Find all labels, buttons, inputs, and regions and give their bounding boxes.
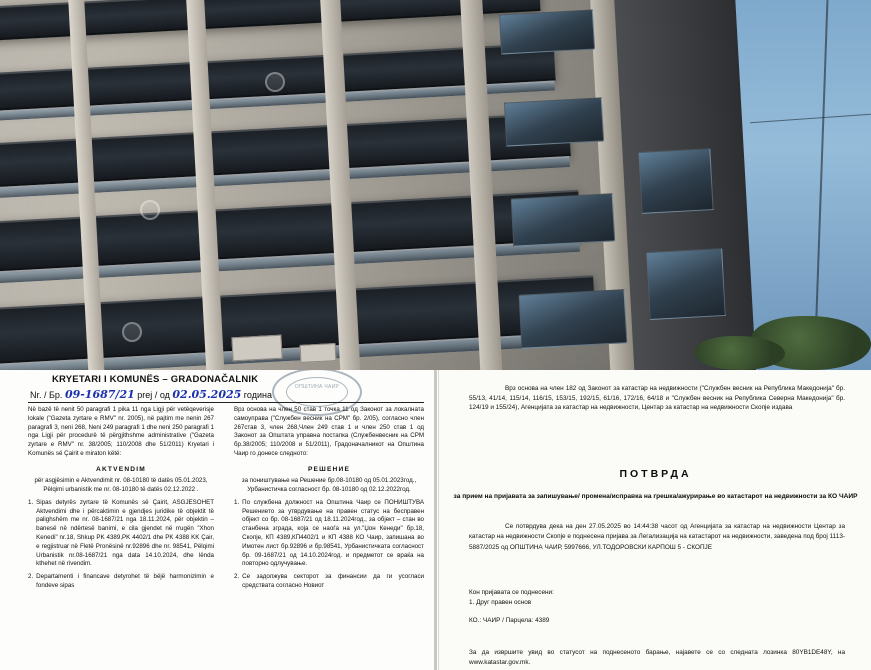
ceiling-light-icon (140, 200, 160, 220)
al-list-item (28, 499, 214, 569)
al-item-number: 1. (28, 498, 34, 506)
document-potvrda (438, 370, 871, 670)
window-pane (646, 248, 726, 320)
mk-item-number: 1. (234, 498, 240, 506)
document-separator (434, 370, 437, 670)
window-pane (638, 148, 713, 214)
al-list-item (28, 573, 214, 591)
al-act-title: AKTVENDIM (96, 465, 146, 473)
document-aktvendim-resenie (0, 370, 434, 670)
doc-left-header: KRYETARI I KOMUNËS – GRADONAČALNIK (52, 374, 259, 385)
nr-handwritten-value: 09-1687/21 (64, 388, 135, 401)
window-pane (511, 193, 615, 246)
mk-item-number: 2. (234, 573, 240, 581)
mk-act-subtitle: за поништување на Решение бр.08-10180 од 05.01.2023год., Урбанистичка согласност бр. 08-10180 од 02.12.2022год. (241, 477, 417, 493)
potvrda-subtitle: за прием на пријавата за запишување/ промена/исправка на грешка/ажурирање во катастарот на недвижности за КО ЧАИР (453, 493, 858, 500)
al-item-text: Sipas detyrës zyrtare të Komunës së Çairit, ASGJESOHET Aktvendimi dhe i përcaktimin e gjendjes juridike të objektit të palighshëm me nr. 08-1687/21 nga 18.11.2024, për objektin – banesë në ndërtesë banimi, e cila gjendet në rrugën "Xhon Kenedi" nr.18, Shkup PK 4389,PK 4402/1 dhe PK 4388 KK Çair, e regjistruar në Fletë Pronësinë nr.92896 dhe nr. 98541, Pëlqimi Urbanistik nr.08-1687/21 nga data 14.10.2024, dhe lënda kthehet në rivendim. (36, 498, 214, 568)
doc-left-number-line (30, 388, 272, 401)
ceiling-light-icon (265, 72, 285, 92)
air-conditioner-unit (231, 335, 282, 362)
documents-strip (0, 370, 871, 670)
prej-label: prej / (137, 390, 158, 400)
ceiling-light-icon (122, 322, 142, 342)
potvrda-footer-note: За да извршите увид во статусот на поднесеното барање, најавете се со следната лозинка 80YB1DE48Y, на www.katastar.gov.mk. (469, 649, 845, 666)
potvrda-legal-basis: Врз основа на член 182 од Законот за катастар на недвижности ("Службен весник на Република Македонија" бр. 55/13, 41/14, 115/14, 116/15, 153/15, 192/15, 61/16, 172/16, 64/18 и "Службен весник на Република Северна Македонија" бр. 124/19 и 155/24), Агенцијата за катастар на недвижности, Центар за катастар на недвижности Скопје издава (469, 385, 845, 412)
year-label: година (243, 390, 272, 400)
doc-left-column-albanian (28, 406, 214, 591)
mk-act-title: РЕШЕНИЕ (307, 465, 351, 473)
air-conditioner-unit (300, 343, 337, 363)
al-intro-paragraph: Në bazë të nenit 50 paragrafi 1 pika 11 nga Ligji për vetëqeverisje lokale ("Gazeta zyrtare e RMV" nr. 2005), në pajtim me nenin 267 paragrafi 3, neni 268, Neni 249 paragrafi 1 dhe neni 250 paragrafi 1 nga Ligji për procedurë të përgjithshme administrative ("Gazeta zyrtare e RMV" nr. 38/2005; 110/2008 dhe 51/2011) Kryetari i Komunës së Çairit e miraton këtë: (28, 406, 214, 457)
od-label: од (159, 390, 170, 400)
mk-intro-paragraph: Врз основа на член 50 став 1 точка 11 од Законот за локалната самоуправа ("Службен весник на СРМ" бр. 2/05), согласно член 267став 3, член 268,Член 249 став 1 и член 250 став 1 од Законот за Општата управна постапка (Службенвесник на СРМ бр.38/2005; 110/2008 и 51/2011), Градоначалникот на Општина Чаир го донесе следното: (234, 406, 424, 457)
potvrda-signers-label: Кон пријавата се поднесени: (469, 589, 554, 596)
window-pane (504, 97, 604, 146)
al-item-number: 2. (28, 573, 34, 581)
nr-label: Nr. / Бр. (30, 390, 63, 400)
window-pane (499, 9, 595, 54)
al-act-subtitle: për asgjësimin e Aktvendimit nr. 08-10180 të datës 05.01.2023, Pëlqimi urbanistik me nr. 08-10180 të datës 02.12.2022 . (34, 477, 208, 493)
mk-list-item (234, 573, 424, 591)
potvrda-body: Се потврдува дека на ден 27.05.2025 во 14:44:38 часот од Агенцијата за катастар на недвижности Центар за катастар на недвижности Скопје е поднесена пријава за Легализација на катастарот на недвижности, заведена под број 1113-5887/2025 од ОПШТИНА ЧАИР, 5997666, УЛ.ТОДОРОВСКИ КАРПОШ 5 - СКОПЈЕ (469, 523, 845, 551)
potvrda-signer-item: 1. Друг правен основ (469, 599, 532, 606)
window-pane (519, 289, 628, 349)
mk-item-text: Се задолжува секторот за финансии да ги усогласи средствата согласно Новиот (242, 573, 424, 589)
potvrda-title: ПОТВРДА (619, 468, 692, 480)
al-item-text: Departamenti i financave detyrohet të bëjë harmonizimin e fondeve sipas (36, 573, 214, 589)
mk-list-item (234, 499, 424, 569)
stamp-text: ОПШТИНА ЧАИР (294, 384, 340, 390)
tree (695, 336, 785, 370)
doc-left-column-macedonian (234, 406, 424, 591)
potvrda-parcel-line: КО.: ЧАИР / Парцела: 4389 (469, 617, 550, 624)
date-handwritten-value: 02.05.2025 (172, 388, 242, 401)
mk-item-text: По службена должност на Општина Чаир се ПОНИШТУВА Решението за утврдување на правен статус на бесправен објект со бр. 08-1687/21 од 18.11.2024год., за објект – стан во станбена зграда, која се наоѓа на ул."Џон Кенеди" бр.18, Скопје, КП 4389,КП4402/1 и КП 4388 КО Чаир, запишана во Имотен лист бр.92896 и бр.98541, Урбанистичката согласност бр. 09-1687/21 од 14.10.2024год. и предметот се враќа на повторно одлучување. (242, 498, 424, 568)
doc-left-divider (28, 402, 424, 403)
